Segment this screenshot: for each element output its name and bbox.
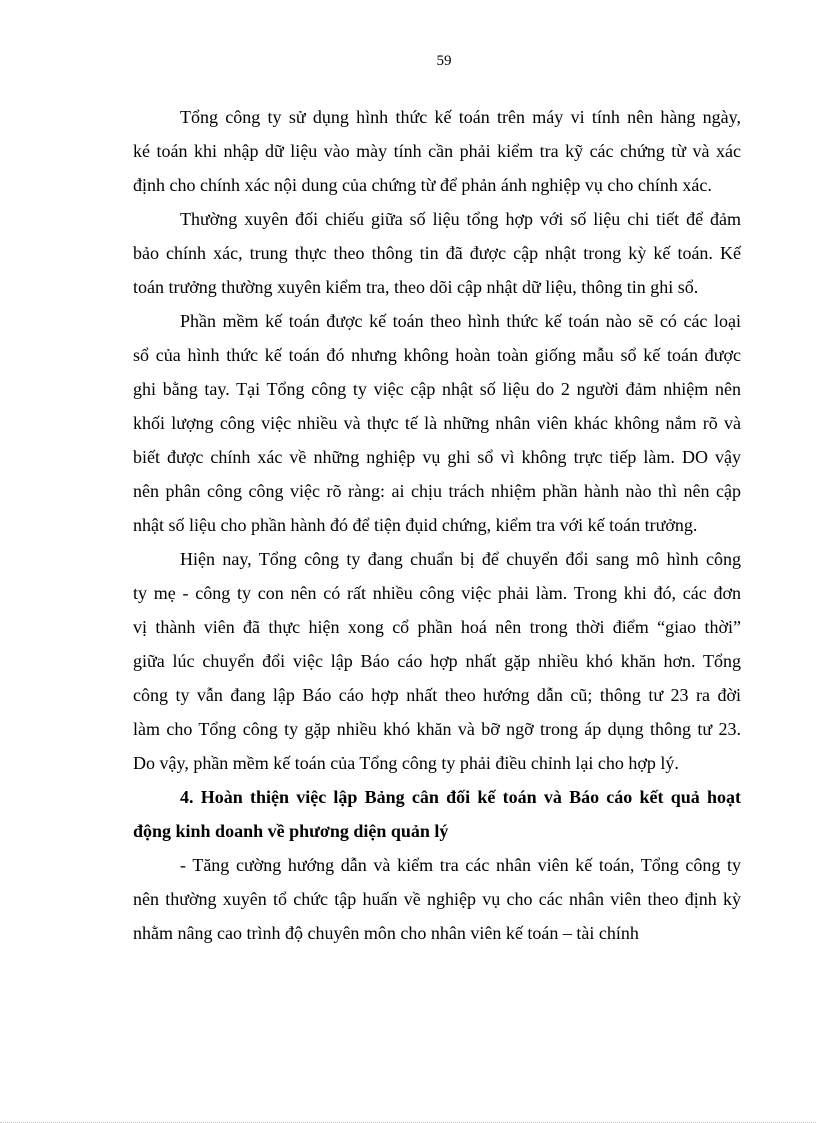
heading-line: 4. Hoàn thiện việc lập Bảng cân đối kế toán và Báo cáo kết quả hoạt [180, 787, 741, 807]
paragraph-line: định cho chính xác nội dung của chứng từ để phản ánh nghiệp vụ cho chính xác. [133, 175, 712, 195]
paragraph-line: Phần mềm kế toán được kế toán theo hình thức kế toán nào sẽ có các loại [180, 311, 741, 331]
paragraph-line: bảo chính xác, trung thực theo thông tin đã được cập nhật trong kỳ kế toán. Kế [133, 243, 741, 263]
paragraph-line: nên thường xuyên tổ chức tập huấn về nghiệp vụ cho các nhân viên theo định kỳ [133, 889, 741, 909]
paragraph-line: Thường xuyên đối chiếu giữa số liệu tổng hợp với số liệu chi tiết để đảm [180, 209, 741, 229]
paragraph-line: Tổng công ty sử dụng hình thức kế toán trên máy vi tính nên hàng ngày, [180, 107, 741, 127]
paragraph-line: công ty vẫn đang lập Báo cáo hợp nhất theo hướng dẫn cũ; thông tư 23 ra đời [133, 685, 741, 705]
paragraph-line: sổ của hình thức kế toán đó nhưng không hoàn toàn giống mẫu sổ kế toán được [133, 345, 741, 365]
paragraph-line: biết được chính xác về những nghiệp vụ ghi sổ vì không trực tiếp làm. DO vậy [133, 447, 741, 467]
page-bottom-edge [0, 1119, 816, 1123]
paragraph-line: nhằm nâng cao trình độ chuyên môn cho nhân viên kế toán – tài chính [133, 923, 639, 943]
paragraph-line: - Tăng cường hướng dẫn và kiểm tra các nhân viên kế toán, Tổng công ty [180, 855, 741, 875]
paragraph-line: nên phân công công việc rõ ràng: ai chịu trách nhiệm phần hành nào thì nên cập [133, 481, 741, 501]
paragraph-line: Hiện nay, Tổng công ty đang chuẩn bị để chuyển đổi sang mô hình công [180, 549, 741, 569]
paragraph-line: làm cho Tổng công ty gặp nhiều khó khăn và bỡ ngỡ trong áp dụng thông tư 23. [133, 719, 741, 739]
paragraph-line: ty mẹ - công ty con nên có rất nhiều công việc phải làm. Trong khi đó, các đơn [133, 583, 741, 603]
paragraph-line: vị thành viên đã thực hiện xong cổ phần hoá nên trong thời điểm “giao thời” [133, 617, 741, 637]
section-heading [133, 780, 741, 848]
paragraph-line: ké toán khi nhập dữ liệu vào mày tính cần phải kiểm tra kỹ các chứng từ và xác [133, 141, 741, 161]
paragraph [133, 304, 741, 542]
paragraph [133, 202, 741, 304]
document-body [133, 100, 741, 950]
paragraph-line: toán trưởng thường xuyên kiểm tra, theo dõi cập nhật dữ liệu, thông tin ghi sổ. [133, 277, 699, 297]
paragraph [133, 100, 741, 202]
paragraph-line: nhật số liệu cho phần hành đó để tiện đụid chứng, kiểm tra với kế toán trưởng. [133, 515, 698, 535]
paragraph-line: ghi bằng tay. Tại Tổng công ty việc cập nhật số liệu do 2 người đảm nhiệm nên [133, 379, 741, 399]
paragraph-line: khối lượng công việc nhiều và thực tế là những nhân viên khác không nắm rõ và [133, 413, 741, 433]
paragraph-line: giữa lúc chuyển đổi việc lập Báo cáo hợp nhất gặp nhiều khó khăn hơn. Tổng [133, 651, 741, 671]
heading-line: động kinh doanh về phương diện quản lý [133, 821, 449, 841]
paragraph [133, 542, 741, 780]
paragraph [133, 848, 741, 950]
page-number: 59 [436, 53, 452, 69]
paragraph-line: Do vậy, phần mềm kế toán của Tổng công ty phải điều chỉnh lại cho hợp lý. [133, 753, 679, 773]
